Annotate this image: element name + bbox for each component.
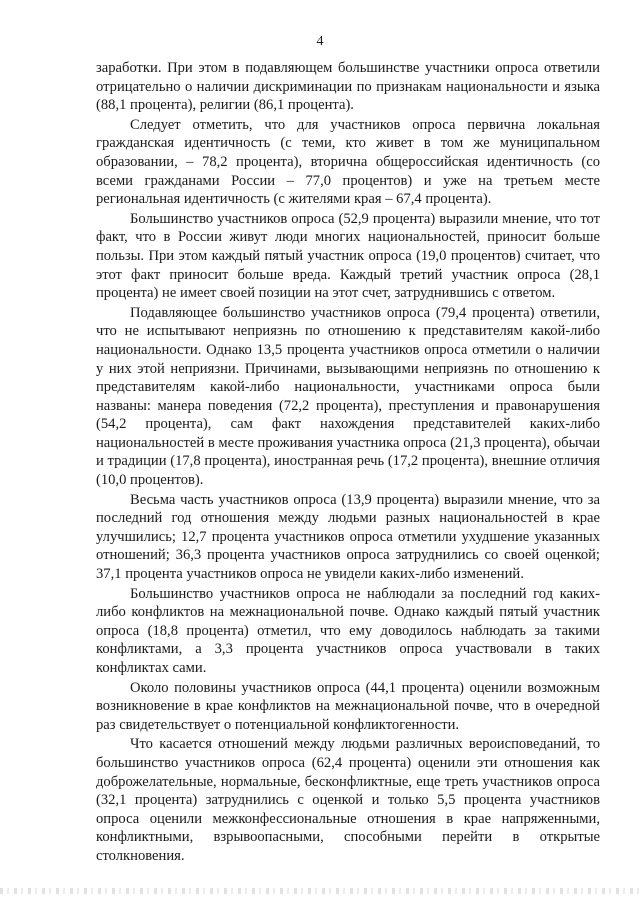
paragraph-identity: Следует отметить, что для участников опроса первична локальная гражданская идентичность (с теми, кто живет в том же муниципальном образовании, – 78,2 процента), вторична общероссийская идентичность (со всеми гражданами России – 77,0 процентов) и уже на третьем месте региональная идентичность (с жителями края – 67,4 процента). [96, 116, 600, 208]
paragraph-relations-change: Весьма часть участников опроса (13,9 процента) выразили мнение, что за последний год отношения между людьми разных национальностей в крае улучшились; 12,7 процента участников опроса отметили ухудшение указанных отношений; 36,3 процента участников опроса затруднились со своей оценкой; 37,1 процента участников опроса не увидели каких-либо изменений. [96, 491, 600, 583]
paragraph-hostility: Подавляющее большинство участников опроса (79,4 процента) ответили, что не испытывают неприязнь по отношению к представителям какой-либо национальности. Однако 13,5 процента участников опроса отметили о наличии у них этой неприязни. Причинами, вызывающими неприязнь по отношению к представителям какой-либо национальности, участниками опроса были названы: манера поведения (72,2 процента), преступления и правонарушения (54,2 процента), сам факт нахождения представителей каких-либо национальностей в месте проживания участника опроса (21,3 процента), обычаи и традиции (17,8 процента), иностранная речь (17,2 процента), внешние отличия (10,0 процентов). [96, 304, 600, 489]
scan-artifact-line [0, 888, 640, 894]
paragraph-multinational-benefit: Большинство участников опроса (52,9 процента) выразили мнение, что тот факт, что в России живут люди многих национальностей, приносит больше пользы. При этом каждый пятый участник опроса (19,0 процентов) считает, что этот факт приносит больше вреда. Каждый третий участник опроса (28,1 процента) не имеет своей позиции на этот счет, затруднившись с ответом. [96, 210, 600, 302]
document-body [96, 59, 600, 866]
paragraph-conflict-potential: Около половины участников опроса (44,1 процента) оценили возможным возникновение в крае конфликтов на межнациональной почве, что в очередной раз свидетельствует о потенциальной конфликтогенности. [96, 679, 600, 733]
paragraph-discrimination: заработки. При этом в подавляющем большинстве участники опроса ответили отрицательно о наличии дискриминации по признакам национальности и языка (88,1 процента), религии (86,1 процента). [96, 60, 600, 114]
page-number: 4 [316, 34, 324, 49]
paragraph-conflicts-observed: Большинство участников опроса не наблюдали за последний год каких-либо конфликтов на межнациональной почве. Однако каждый пятый участник опроса (18,8 процента) отметил, что ему доводилось наблюдать за такими конфликтами, а 3,3 процента участников опроса участвовали в таких конфликтах сами. [96, 585, 600, 676]
paragraph-interreligious: Что касается отношений между людьми различных вероисповеданий, то большинство участников опроса (62,4 процента) оценили эти отношения как доброжелательные, нормальные, бесконфликтные, еще треть участников опроса (32,1 процента) затруднились с оценкой и только 5,5 процента участников опроса оценили межконфессиональные отношения в крае напряженными, конфликтными, взрывоопасными, способными перейти в открытые столкновения. [96, 736, 600, 864]
